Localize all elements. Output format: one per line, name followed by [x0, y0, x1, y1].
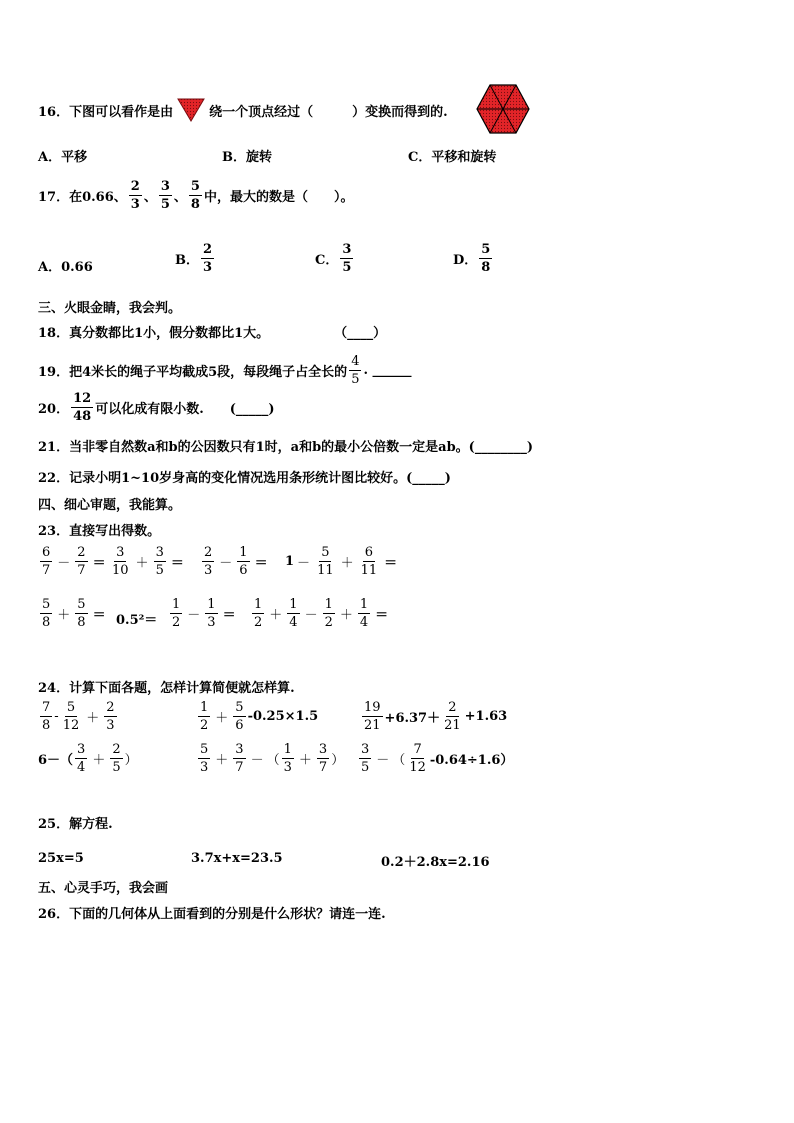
- section-3-heading: 三、火眼金睛，我会判。: [38, 301, 182, 316]
- q25-eq-2: 3.7x+x=23.5: [191, 851, 283, 866]
- q24-expr-5: $\frac{5}{3}$ ＋ $\frac{3}{7}$ － （ $\frac{1}{3}$ ＋ $\frac{3}{7}$ ）: [200, 742, 345, 775]
- triangle-shape-icon: [177, 98, 205, 122]
- q16-option-a[interactable]: A．平移: [38, 150, 88, 165]
- q16-option-c[interactable]: C．平移和旋转: [408, 150, 497, 165]
- q25-title: 25．解方程.: [38, 817, 113, 832]
- question-22: 22．记录小明1~10岁身高的变化情况选用条形统计图比较好。(_____): [38, 471, 451, 486]
- question-26: 26．下面的几何体从上面看到的分别是什么形状？请连一连.: [38, 907, 386, 922]
- q17-option-b[interactable]: B． $\frac{2}{3}$: [175, 242, 213, 275]
- q24-expr-6: $\frac{3}{5}$ － （ $\frac{7}{12}$ -0.64÷1.6）: [361, 742, 514, 775]
- q23-expr-7: $\frac{1}{2}$ － $\frac{1}{3}$ ＝: [172, 597, 236, 630]
- q25-eq-1: 25x=5: [38, 851, 84, 866]
- q24-expr-1: $\frac{7}{8}$ - $\frac{5}{12}$ ＋ $\frac{2}{3}$: [42, 700, 115, 733]
- q16-text-post: 绕一个顶点经过（ ）变换而得到的.: [209, 104, 448, 120]
- q17-option-a[interactable]: A．0.66: [38, 260, 93, 275]
- q23-expr-1: $\frac{6}{7}$ － $\frac{2}{7}$ ＝: [42, 545, 106, 578]
- q23-expr-5: $\frac{5}{8}$ ＋ $\frac{5}{8}$ ＝: [42, 597, 106, 630]
- question-19: 19．把4米长的绳子平均截成5段，每段绳子占全长的 $\frac{4}{5}$ . ______: [38, 354, 412, 387]
- q23-expr-8: $\frac{1}{2}$ ＋ $\frac{1}{4}$ － $\frac{1}{2}$ ＋ $\frac{1}{4}$ ＝: [254, 597, 389, 630]
- q17-option-d[interactable]: D． $\frac{5}{8}$: [453, 242, 491, 275]
- q16-text-pre: 16．下图可以看作是由: [38, 104, 174, 120]
- question-17: 17．在0.66、 $\frac{2}{3}$ 、 $\frac{3}{5}$ 、 $\frac{5}{8}$ 中，最大的数是（ ）。: [38, 179, 354, 212]
- q25-eq-3: 0.2＋2.8x=2.16: [381, 855, 490, 870]
- hexagon-shape-icon: [476, 82, 530, 136]
- q24-expr-2: $\frac{1}{2}$ ＋ $\frac{5}{6}$ -0.25×1.5: [200, 700, 319, 733]
- question-16: [38, 98, 448, 122]
- q24-title: 24．计算下面各题，怎样计算简便就怎样算.: [38, 681, 295, 696]
- question-21: 21．当非零自然数a和b的公因数只有1时，a和b的最小公倍数一定是ab。(________): [38, 440, 533, 455]
- question-18: 18．真分数都比1小，假分数都比1大。 （____）: [38, 326, 387, 341]
- q23-expr-6: 0.5²＝: [116, 613, 158, 628]
- q23-title: 23．直接写出得数。: [38, 524, 161, 539]
- q17-text-pre: 17．在0.66、: [38, 190, 127, 205]
- q17-text-post: 中，最大的数是（ ）。: [203, 190, 354, 205]
- q23-expr-3: $\frac{2}{3}$ － $\frac{1}{6}$ ＝: [204, 545, 268, 578]
- q16-option-b[interactable]: B．旋转: [222, 150, 272, 165]
- q24-expr-4: 6－（ $\frac{3}{4}$ ＋ $\frac{2}{5}$ ）: [38, 742, 138, 775]
- section-5-heading: 五、心灵手巧，我会画: [38, 881, 169, 896]
- section-4-heading: 四、细心审题，我能算。: [38, 498, 182, 513]
- q24-expr-3: $\frac{19}{21}$ +6.37＋ $\frac{2}{21}$ +1.63: [364, 700, 508, 733]
- question-20: 20． $\frac{12}{48}$ 可以化成有限小数. (_____): [38, 391, 275, 424]
- q23-expr-4: 1 － $\frac{5}{11}$ ＋ $\frac{6}{11}$ ＝: [285, 545, 398, 578]
- q17-option-c[interactable]: C． $\frac{3}{5}$: [315, 242, 352, 275]
- q23-expr-2: $\frac{3}{10}$ ＋ $\frac{3}{5}$ ＝: [112, 545, 184, 578]
